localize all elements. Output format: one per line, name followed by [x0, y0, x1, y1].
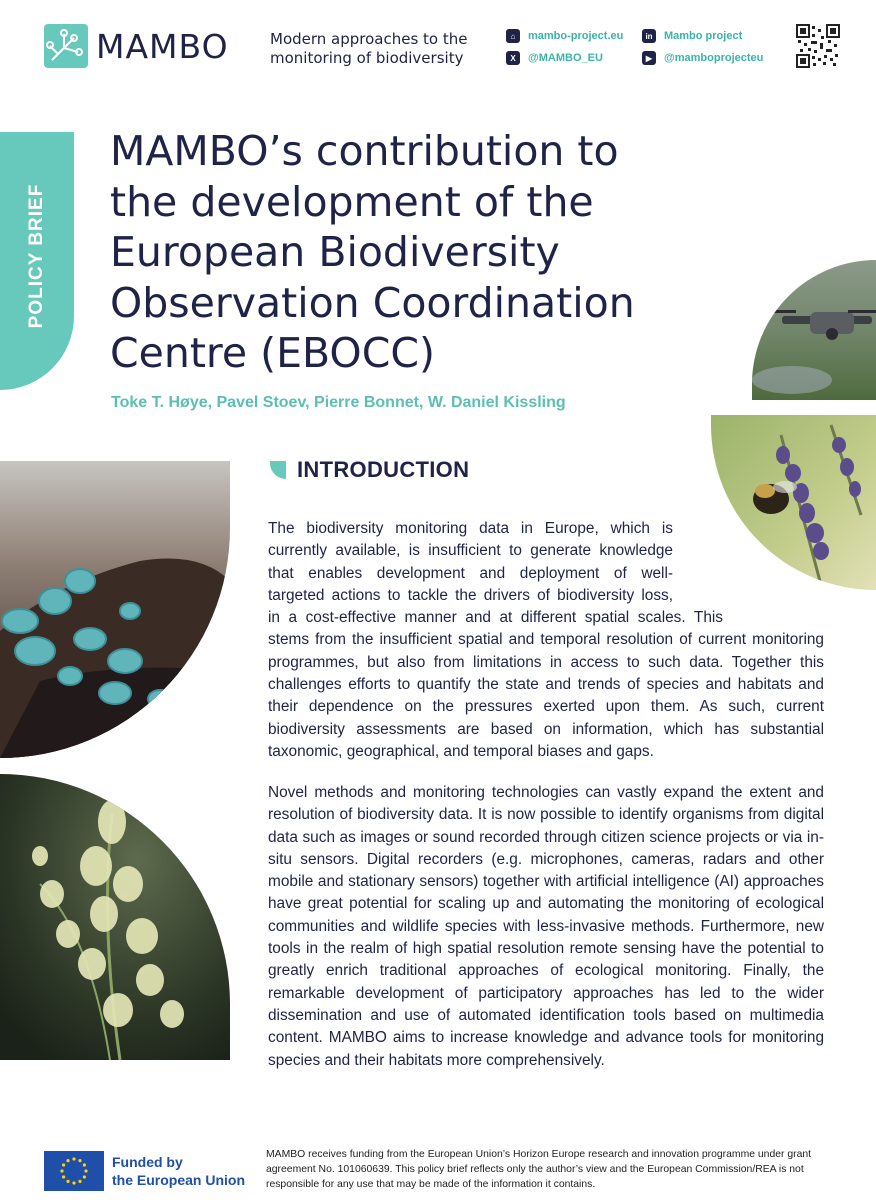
leaf-shape-icon [270, 461, 286, 479]
title-line: the development of the [110, 177, 594, 226]
title-line: Observation Coordination [110, 278, 635, 327]
introduction-title: INTRODUCTION [297, 457, 470, 482]
eu-flag-icon [44, 1151, 104, 1191]
mambo-logo[interactable] [44, 24, 229, 68]
title-line: MAMBO’s contribution to [110, 127, 619, 175]
paragraph-text: stems from the insufficient spatial and temporal resolution of current monitoring programmes, but also from limitations in access to such data. Together this challenges efforts to quantify the state and trends of species and habitats and their dependence on the pressures exerted upon them. As such, current biodiversity assessments are based on information, which has substantial taxonomic, geographical, and temporal biases and gaps. [268, 631, 824, 760]
x-link-label: @MAMBO_EU [528, 52, 603, 64]
tagline-line: Modern approaches to the [270, 30, 468, 48]
introduction-paragraph-1 [268, 518, 824, 763]
logo-wordmark: MAMBO [96, 26, 229, 66]
tagline [270, 30, 500, 68]
x-link[interactable] [506, 51, 603, 65]
paragraph-line: targeted actions to tackle the drivers of biodiversity loss, [268, 586, 673, 604]
paragraph-line: The biodiversity monitoring data in Europe, which is [268, 520, 673, 537]
funding-disclaimer: MAMBO receives funding from the European Union’s Horizon Europe research and innovation programme under grant agreement No. 101060639. This policy brief reflects only the author’s view and the European Commission/REA is not responsible for any use that may be made of the information it contains. [266, 1149, 812, 1190]
linkedin-link[interactable] [642, 29, 742, 43]
youtube-link-label: @mamboprojecteu [664, 52, 764, 64]
introduction-heading [270, 457, 469, 483]
introduction-paragraph-2: Novel methods and monitoring technologies can vastly expand the extent and resolution of biodiversity data. It is now possible to identify organisms from digital data such as images or sound recorded through citizen science projects or via in-situ sensors. Digital recorders (e.g. microphones, cameras, radars and other mobile and stationary sensors) together with artificial intelligence (AI) approaches have great potential for scaling up and automating the monitoring of ecological communities and wildlife species with less-invasive methods. Furthermore, new tools in the realm of high spatial resolution remote sensing have the potential to greatly enrich traditional approaches of ecological monitoring. Finally, the remarkable development of participatory approaches has led to the wider dissemination and use of automated identification tools based on multimedia content. MAMBO aims to increase knowledge and advance tools for monitoring species and their habitats more comprehensively. [268, 784, 824, 1069]
website-link[interactable] [506, 29, 623, 43]
grass-flower-photo [0, 774, 230, 1060]
tagline-line: monitoring of biodiversity [270, 49, 464, 67]
title-line: Centre (EBOCC) [110, 329, 435, 377]
header [0, 0, 876, 96]
policy-brief-label: POLICY BRIEF [26, 183, 47, 329]
page-title [110, 126, 730, 379]
home-icon: ⌂ [506, 29, 520, 43]
circuit-leaf-icon [44, 24, 88, 68]
paragraph-line: currently available, is insufficient to generate knowledge [268, 542, 673, 560]
paragraph-line: that enables development and deployment of well- [268, 564, 673, 582]
linkedin-link-label: Mambo project [664, 30, 743, 42]
authors: Toke T. Høye, Pavel Stoev, Pierre Bonnet, W. Daniel Kissling [111, 394, 566, 411]
funded-line: the European Union [112, 1172, 245, 1188]
funded-by-eu [112, 1153, 245, 1189]
qr-code[interactable] [796, 24, 840, 68]
fungi-photo [0, 461, 230, 758]
youtube-icon: ▶ [642, 51, 656, 65]
funded-line: Funded by [112, 1154, 183, 1170]
youtube-link[interactable] [642, 51, 763, 65]
drone-photo [752, 260, 876, 400]
linkedin-icon: in [642, 29, 656, 43]
x-twitter-icon: X [506, 51, 520, 65]
website-link-label: mambo-project.eu [528, 30, 624, 42]
paragraph-line: in a cost-effective manner and at different spatial scales. This [268, 609, 723, 627]
title-line: European Biodiversity [110, 228, 560, 276]
